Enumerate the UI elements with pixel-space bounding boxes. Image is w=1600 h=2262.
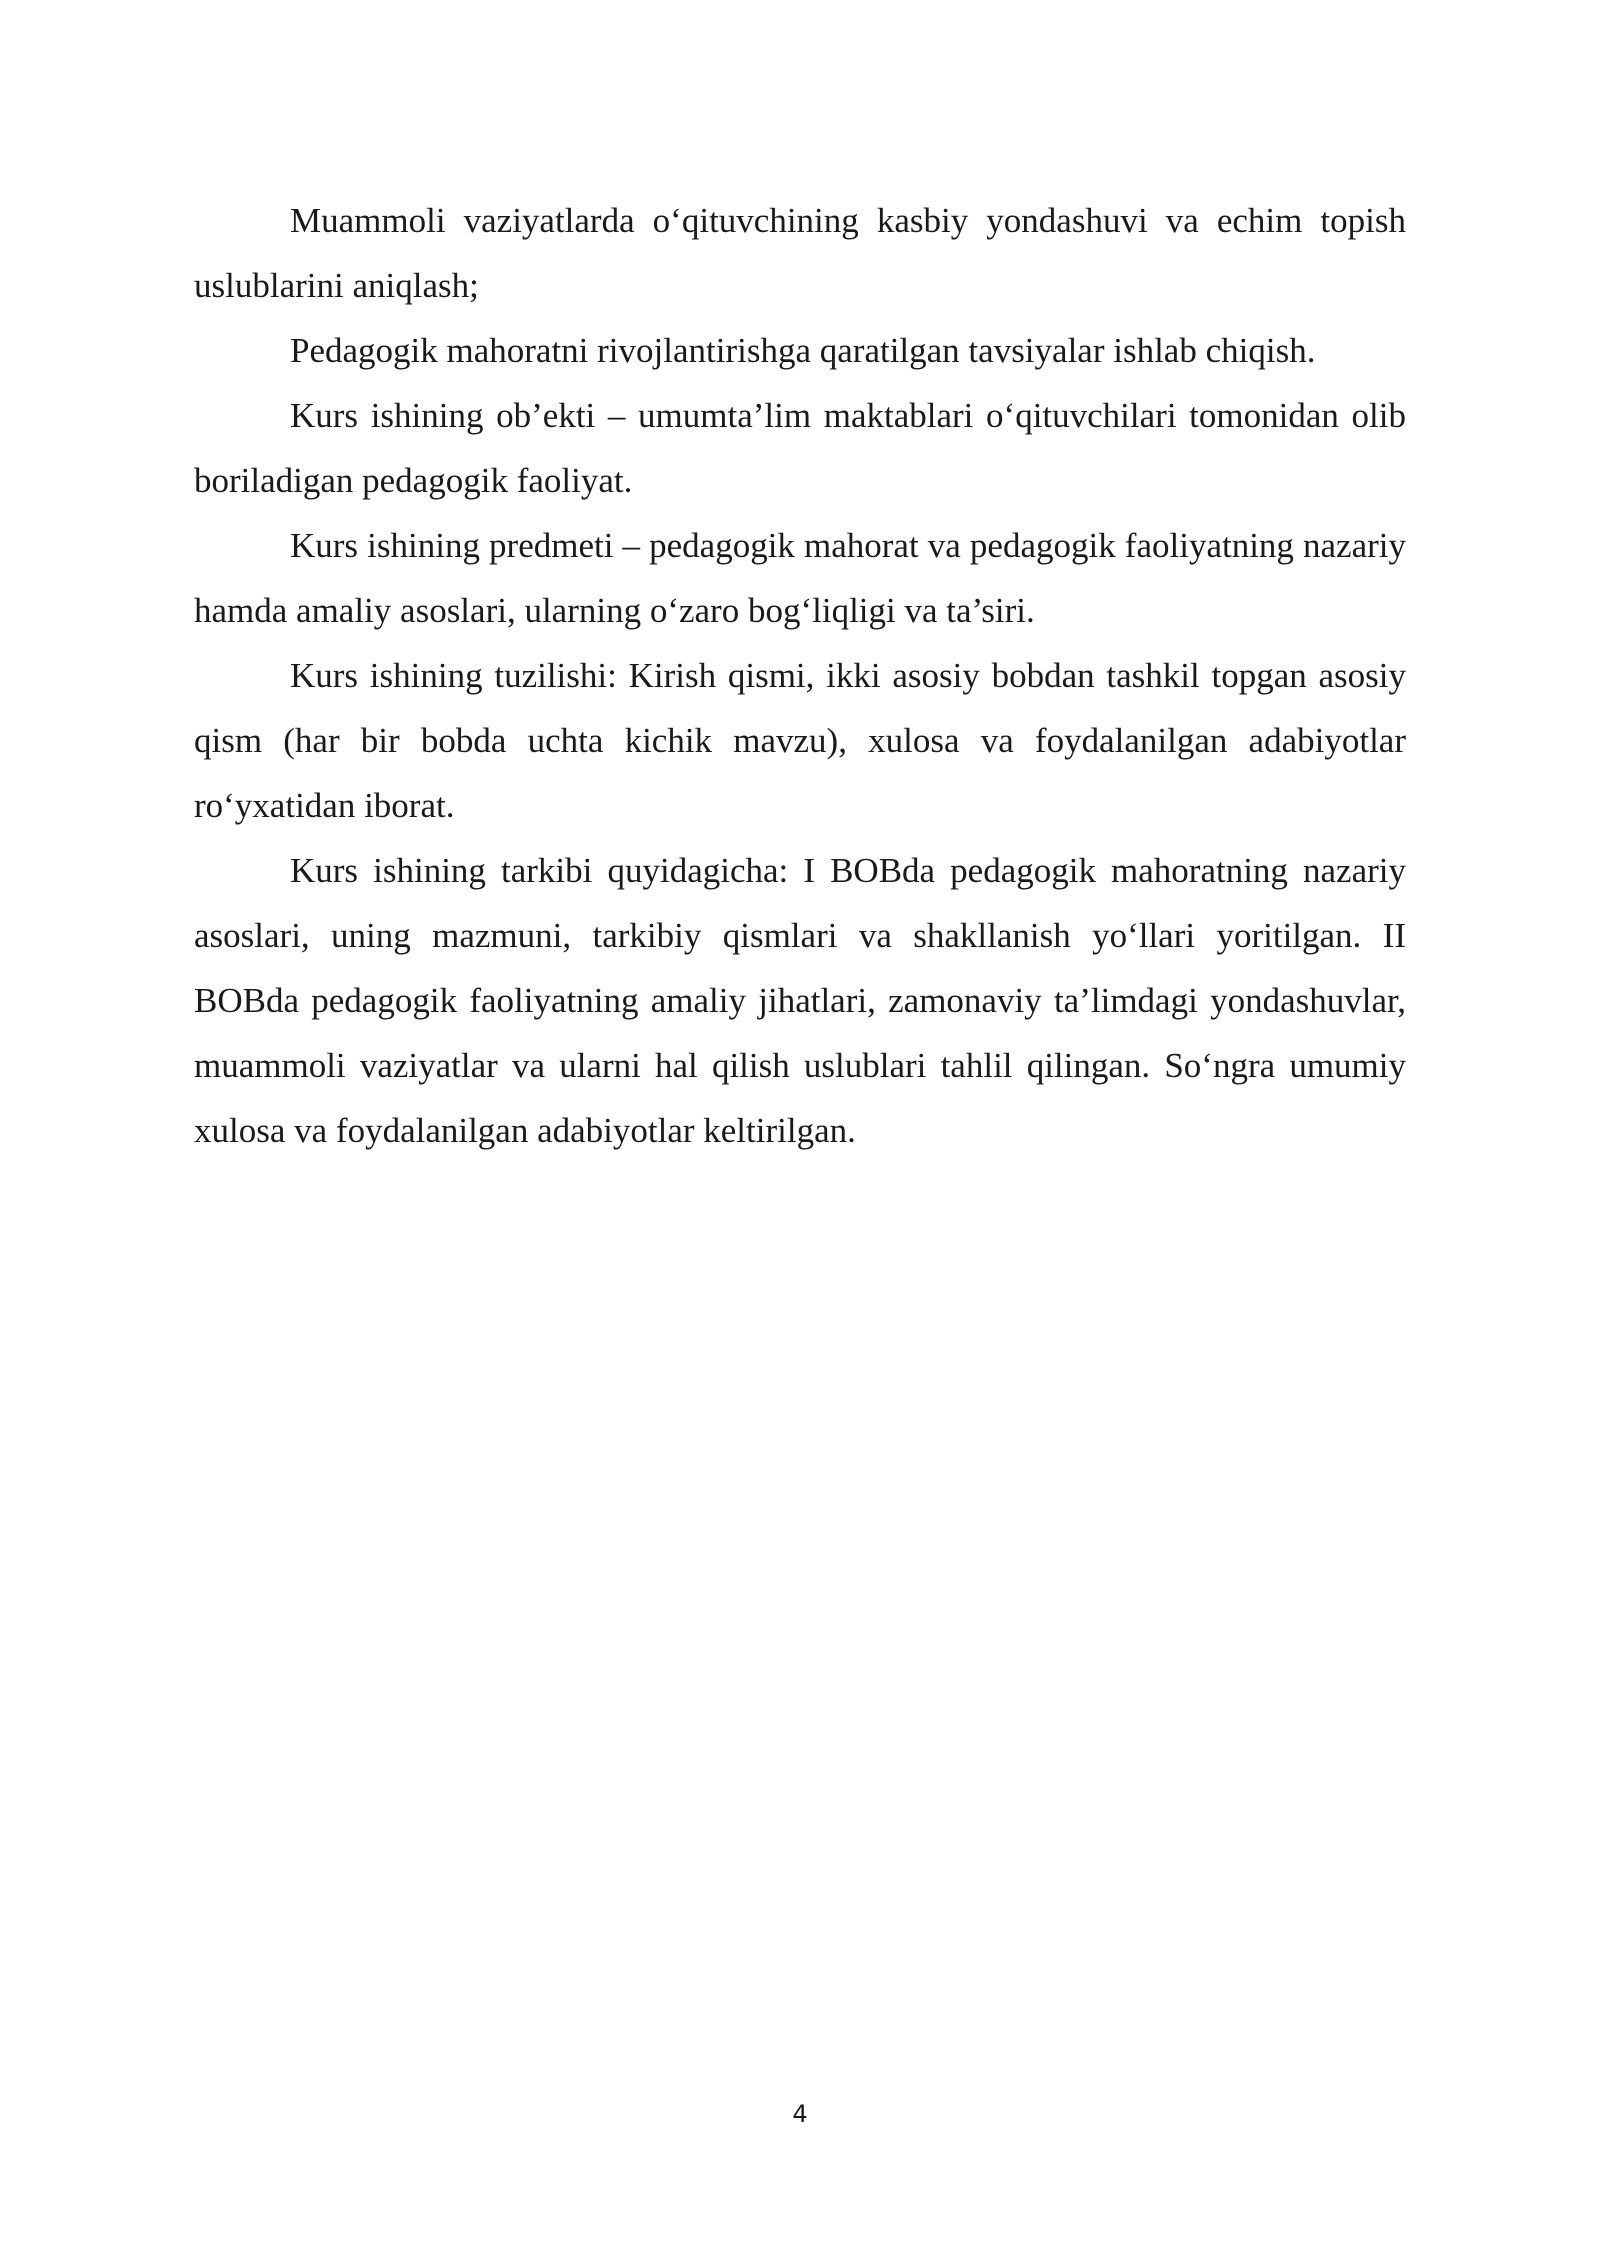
- page-number: 4: [792, 2100, 808, 2128]
- body-text: [194, 188, 1406, 1163]
- paragraph: Muammoli vaziyatlarda o‘qituvchining kasbiy yondashuvi va echim topish uslublarini aniqlash;: [194, 201, 1406, 305]
- paragraph: Kurs ishining ob’ekti – umumta’lim maktablari o‘qituvchilari tomonidan olib boriladigan pedagogik faoliyat.: [194, 396, 1406, 500]
- paragraph: Pedagogik mahoratni rivojlantirishga qaratilgan tavsiyalar ishlab chiqish.: [290, 331, 1316, 370]
- paragraph: Kurs ishining predmeti – pedagogik mahorat va pedagogik faoliyatning nazariy hamda amaliy asoslari, ularning o‘zaro bog‘liqligi va ta’siri.: [194, 526, 1406, 630]
- paragraph: Kurs ishining tuzilishi: Kirish qismi, ikki asosiy bobdan tashkil topgan asosiy qism (har bir bobda uchta kichik mavzu), xulosa va foydalanilgan adabiyotlar ro‘yxatidan iborat.: [194, 656, 1406, 825]
- paragraph: Kurs ishining tarkibi quyidagicha: I BOBda pedagogik mahoratning nazariy asoslari, uning mazmuni, tarkibiy qismlari va shakllanish yo‘llari yoritilgan. II BOBda pedagogik faoliyatning amaliy jihatlari, zamonaviy ta’limdagi yondashuvlar, muammoli vaziyatlar va ularni hal qilish uslublari tahlil qilingan. So‘ngra umumiy xulosa va foydalanilgan adabiyotlar keltirilgan.: [194, 851, 1406, 1150]
